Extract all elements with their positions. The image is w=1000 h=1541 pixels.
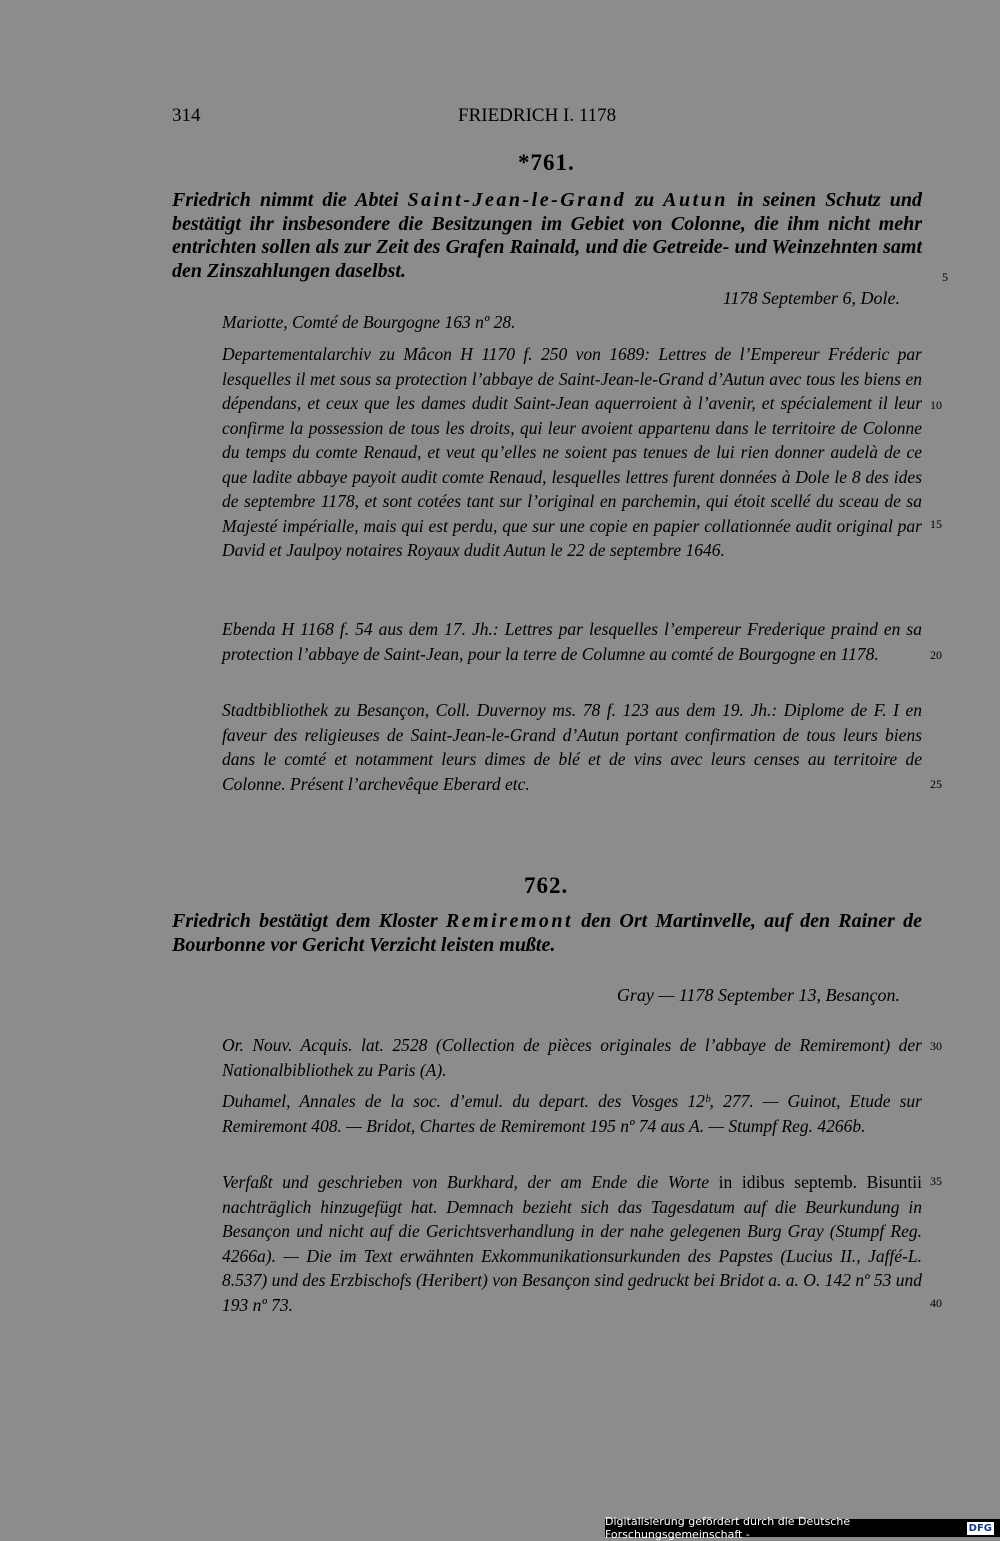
summary-761-spaced-abbey: Saint-Jean-le-Grand	[407, 189, 627, 211]
summary-762-part1: Friedrich bestätigt dem Kloster	[172, 910, 446, 932]
page-number: 314	[172, 105, 201, 126]
source-761-ebenda: Ebenda H 1168 f. 54 aus dem 17. Jh.: Lettres par lesquelles l’empereur Frederique praind en sa protection l’abbaye de Saint-Jean, pour la terre de Columne au comté de Bourgogne en 1178.	[222, 619, 922, 664]
line-number: 40	[930, 1296, 942, 1310]
running-title: FRIEDRICH I. 1178	[458, 105, 617, 126]
line-number: 15	[930, 517, 942, 531]
summary-762	[172, 910, 922, 957]
source-761-besancon: Stadtbibliothek zu Besançon, Coll. Duvernoy ms. 78 f. 123 aus dem 19. Jh.: Diplome de F. I en faveur des religieuses de Saint-Jean-le-Grand d’Autun portant confirmation de tous leurs biens dans le comté et notamment leurs dimes de blé et de vins avec leurs censes au territoire de Colonne. Présent l’archevêque Eberard etc.	[222, 700, 922, 794]
commentary-762-part1: Verfaßt und geschrieben von Burkhard, der am Ende die Worte	[222, 1172, 719, 1192]
summary-761-part5: in seinen Schutz und bestätigt ihr insbesondere die Besitzungen im Gebiet von Colonne, die ihm nicht mehr entrichten sollen als zur Zeit des Grafen Rainald, und die Getreide- und Weinzehnten samt den Zinszahlungen daselbst.	[172, 189, 922, 282]
dfg-logo-icon: DFG	[968, 1522, 992, 1534]
source-762-editions: Duhamel, Annales de la soc. d’emul. du depart. des Vosges 12ᵇ, 277. — Guinot, Etude sur Remiremont 408. — Bridot, Chartes de Remiremont 195 nº 74 aus A. — Stumpf Reg. 4266b.	[222, 1091, 922, 1136]
line-number: 20	[930, 648, 942, 662]
line-number: 35	[930, 1174, 942, 1188]
document-number-761: *761.	[518, 150, 575, 175]
date-761: 1178 September 6, Dole.	[722, 288, 900, 308]
footer-text: Digitalisierung gefördert durch die Deutsche Forschungsgemeinschaft -	[605, 1515, 851, 1541]
digitization-footer	[605, 1515, 1000, 1541]
summary-761-part1: Friedrich nimmt die Abtei	[172, 189, 408, 211]
summary-762-spaced-abbey: Remiremont	[445, 910, 574, 932]
line-number: 5	[942, 270, 948, 284]
summary-762-part3: den Ort Martinvelle, auf den Rainer de Bourbonne vor Gericht Verzicht leisten mußte.	[172, 910, 923, 956]
source-761-mariotte: Mariotte, Comté de Bourgogne 163 nº 28.	[222, 312, 516, 332]
summary-761-spaced-town: Autun	[663, 189, 728, 211]
line-number: 30	[930, 1039, 942, 1053]
commentary-762-upright-quote: in idibus septemb. Bisuntii	[718, 1172, 922, 1192]
line-number: 25	[930, 777, 942, 791]
date-762: Gray — 1178 September 13, Besançon.	[616, 985, 900, 1005]
commentary-762-part3: nachträglich hinzugefügt hat. Demnach bezieht sich das Tagesdatum auf die Beurkundung in Besançon und nicht auf die Gerichtsverhandlung in der nahe gelegenen Burg Gray (Stumpf Reg. 4266a). — Die im Text erwähnten Exkommunikationsurkunden des Papstes (Lucius II., Jaffé-L. 8.537) und des Erzbischofs (Heribert) von Besançon sind gedruckt bei Bridot a. a. O. 142 nº 53 und 193 nº 73.	[222, 1196, 922, 1315]
source-762-original: Or. Nouv. Acquis. lat. 2528 (Collection de pièces originales de l’abbaye de Remiremont) der Nationalbibliothek zu Paris (A).	[222, 1035, 922, 1080]
source-761-macon: Departementalarchiv zu Mâcon H 1170 f. 250 von 1689: Lettres de l’Empereur Fréderic par lesquelles il met sous sa protection l’abbaye de Saint-Jean-le-Grand d’Autun avec tous les biens en dépendans, et ceux que les dames dudit Saint-Jean aquerroient à l’avenir, et spécialement il leur confirme la possession de tous les droits, qui leur avoient appartenu dans le territoire de Colonne du temps du comte Renaud, et veut qu’elles ne soient pas tenues de lui rien donner audelà de ce que ladite abbaye payoit audit comte Renaud, lesquelles lettres furent données à Dole le 8 des ides de septembre 1178, et sont cotées tant sur l’original en parchemin, qui étoit scellé du sceau de sa Majesté impérialle, mais qui est perdu, que sur une copie en papier collationnée audit original par David et Jaulpoy notaires Royaux dudit Autun le 22 de septembre 1646.	[222, 344, 922, 560]
document-number-762: 762.	[524, 873, 569, 898]
commentary-762	[222, 1170, 922, 1317]
summary-761-part3: zu	[626, 189, 664, 211]
summary-761	[172, 189, 922, 283]
line-number: 10	[930, 398, 942, 412]
